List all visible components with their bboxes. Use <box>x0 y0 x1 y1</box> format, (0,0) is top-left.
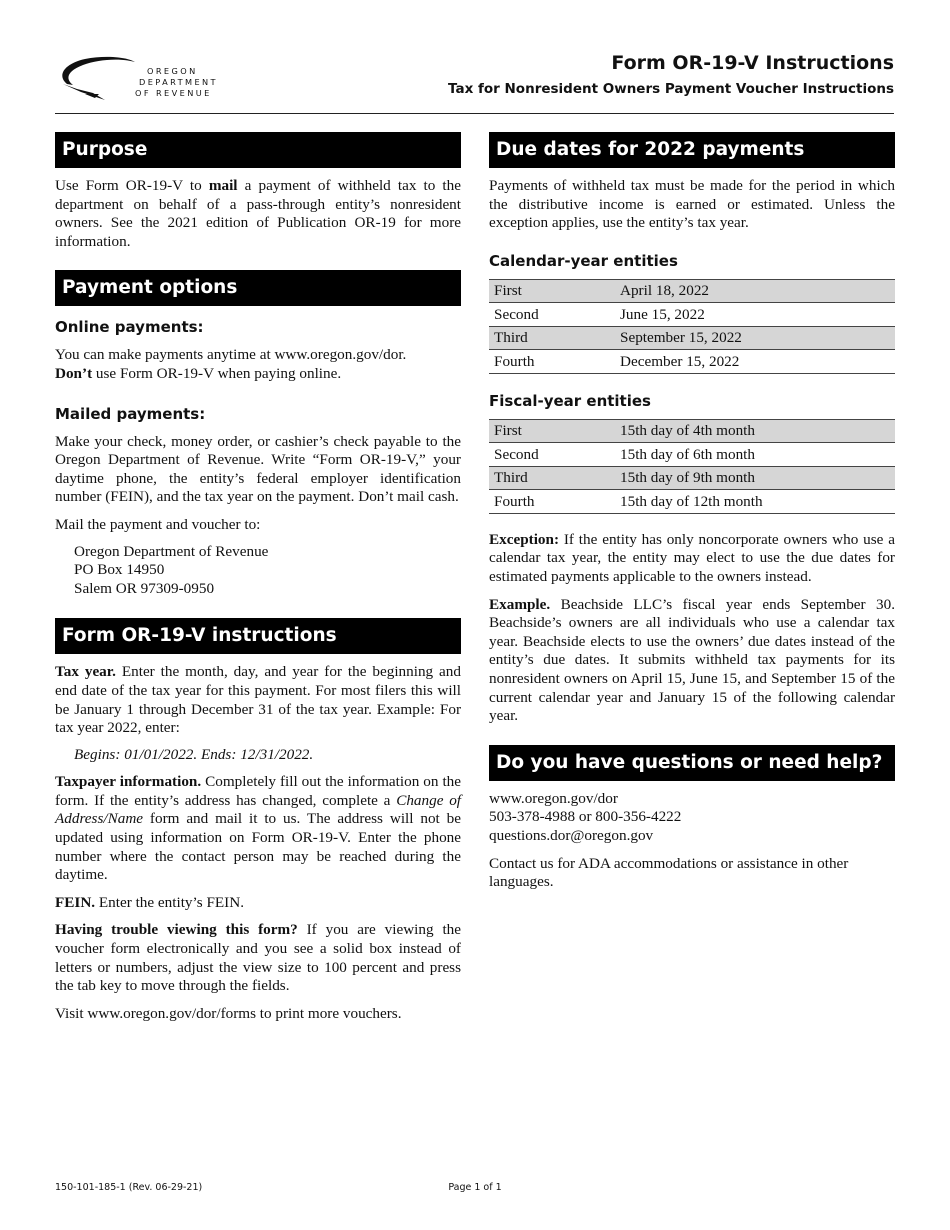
table-row <box>489 466 895 490</box>
trouble-viewing-paragraph <box>55 921 461 995</box>
fein-paragraph <box>55 894 461 913</box>
address-line-2: PO Box 14950 <box>74 561 165 579</box>
period-cell: First <box>489 279 615 303</box>
left-column <box>55 132 461 1023</box>
exception-label: Exception: <box>489 530 560 548</box>
example-paragraph <box>489 596 895 726</box>
purpose-text-1: Use Form OR-19-V to <box>55 177 209 194</box>
fiscal-year-table <box>489 419 895 514</box>
taxpayer-info-paragraph <box>55 773 461 885</box>
logo-line-1: OREGON <box>147 66 198 76</box>
trouble-label: Having trouble viewing this form? <box>55 921 298 939</box>
logo-swoosh-icon <box>55 54 135 102</box>
tax-year-example: Begins: 01/01/2022. Ends: 12/31/2022. <box>74 745 314 763</box>
date-cell: April 18, 2022 <box>615 279 895 303</box>
page-subtitle: Tax for Nonresident Owners Payment Voucher Instructions <box>448 81 894 97</box>
address-line-3: Salem OR 97309-0950 <box>74 579 215 597</box>
payment-options-heading: Payment options <box>55 270 461 306</box>
online-payments-heading: Online payments: <box>55 318 204 337</box>
date-cell: December 15, 2022 <box>615 350 895 374</box>
logo-line-2: DEPARTMENT <box>139 77 218 87</box>
period-cell: Third <box>489 466 615 490</box>
visit-forms-paragraph: Visit www.oregon.gov/dor/forms to print more vouchers. <box>55 1004 402 1022</box>
mailed-payments-paragraph: Make your check, money order, or cashier’s check payable to the Oregon Department of Revenue. Write “Form OR-19-V,” your daytime phone, the entity’s federal employer identification number (FEIN), and the tax year on the payment. Don’t mail cash. <box>55 432 461 506</box>
purpose-text-2: a payment of withheld tax to the department on behalf of a pass-through entity’s nonresident owners. See the 2021 edition of Publication OR-19 for more information. <box>55 177 461 250</box>
form-number: 150-101-185-1 (Rev. 06-29-21) <box>55 1182 203 1193</box>
online-bold: Don’t <box>55 364 93 382</box>
taxpayer-text-2: form and mail it to us. The address will not be updated using information on Form OR-19-V. Enter the phone number where the contact person may be reached during the daytime. <box>55 810 461 884</box>
date-cell: 15th day of 6th month <box>615 443 895 467</box>
address-line-1: Oregon Department of Revenue <box>74 542 269 560</box>
online-text: You can make payments anytime at www.oregon.gov/dor. <box>55 346 407 364</box>
right-column <box>489 132 895 892</box>
fiscal-year-heading: Fiscal-year entities <box>489 391 651 410</box>
exception-text: If the entity has only noncorporate owners who use a calendar tax year, the entity may elect to use the due dates for estimated payments applicable to the owners instead. <box>489 530 895 585</box>
table-row <box>489 303 895 327</box>
purpose-paragraph <box>55 177 461 251</box>
table-row <box>489 443 895 467</box>
date-cell: June 15, 2022 <box>615 303 895 327</box>
example-text: Beachside LLC’s fiscal year ends September 30. Beachside’s owners are all individuals who use a calendar tax year. Beachside elects to use the owners’ due dates instead of the entity’s due dates. It submits withheld tax payments for its nonresident owners on April 15, June 15, and September 15 of the current calendar year and January 15 of the following calendar year. <box>489 595 895 725</box>
page-title: Form OR-19-V Instructions <box>611 52 894 74</box>
table-row <box>489 350 895 374</box>
help-heading: Do you have questions or need help? <box>489 745 895 781</box>
online-payments-paragraph <box>55 346 461 383</box>
taxpayer-label: Taxpayer information. <box>55 773 202 791</box>
period-cell: Second <box>489 443 615 467</box>
due-dates-intro: Payments of withheld tax must be made for the period in which the distributive income is earned or estimated. Unless the exception applies, use the entity’s tax year. <box>489 177 895 232</box>
purpose-heading: Purpose <box>55 132 461 168</box>
ada-paragraph: Contact us for ADA accommodations or assistance in other languages. <box>489 854 849 891</box>
date-cell: 15th day of 4th month <box>615 419 895 443</box>
mail-to-text: Mail the payment and voucher to: <box>55 515 261 533</box>
fein-text: Enter the entity’s FEIN. <box>95 893 244 911</box>
taxpayer-text-1: Completely fill out the information on the form. If the entity’s address has changed, complete a <box>55 773 461 809</box>
mailing-address <box>55 543 461 599</box>
calendar-year-heading: Calendar-year entities <box>489 251 678 270</box>
table-row <box>489 279 895 303</box>
period-cell: Fourth <box>489 490 615 514</box>
tax-year-label: Tax year. <box>55 663 116 681</box>
purpose-bold: mail <box>208 177 238 194</box>
example-label: Example. <box>489 595 551 613</box>
page-number: Page 1 of 1 <box>448 1182 502 1193</box>
fein-label: FEIN. <box>55 893 96 911</box>
table-row <box>489 419 895 443</box>
help-website: www.oregon.gov/dor <box>489 789 618 807</box>
date-cell: September 15, 2022 <box>615 326 895 350</box>
period-cell: Fourth <box>489 350 615 374</box>
table-row <box>489 490 895 514</box>
period-cell: Third <box>489 326 615 350</box>
period-cell: First <box>489 419 615 443</box>
date-cell: 15th day of 9th month <box>615 466 895 490</box>
header-divider <box>55 113 894 114</box>
contact-info <box>489 790 895 846</box>
oregon-revenue-logo <box>55 54 218 104</box>
tax-year-text: Enter the month, day, and year for the beginning and end date of the tax year for this payment. For most filers this will be January 1 through December 31 of the tax year. Example: For tax year 2022, enter: <box>55 663 461 737</box>
mailed-payments-heading: Mailed payments: <box>55 404 206 423</box>
period-cell: Second <box>489 303 615 327</box>
help-email: questions.dor@oregon.gov <box>489 826 654 844</box>
help-phone: 503-378-4988 or 800-356-4222 <box>489 808 682 826</box>
table-row <box>489 326 895 350</box>
tax-year-paragraph <box>55 663 461 737</box>
online-text-2: use Form OR-19-V when paying online. <box>92 364 342 382</box>
date-cell: 15th day of 12th month <box>615 490 895 514</box>
instructions-heading: Form OR-19-V instructions <box>55 618 461 654</box>
taxpayer-italic: Change of Address/Name <box>55 791 462 828</box>
logo-line-3: OF REVENUE <box>135 88 212 98</box>
calendar-year-table <box>489 279 895 374</box>
exception-paragraph <box>489 531 895 587</box>
trouble-text: If you are viewing the voucher form electronically and you see a solid box instead of letters or numbers, adjust the view size to 100 percent and press the tab key to move through the fields. <box>55 921 461 995</box>
due-dates-heading: Due dates for 2022 payments <box>489 132 895 168</box>
